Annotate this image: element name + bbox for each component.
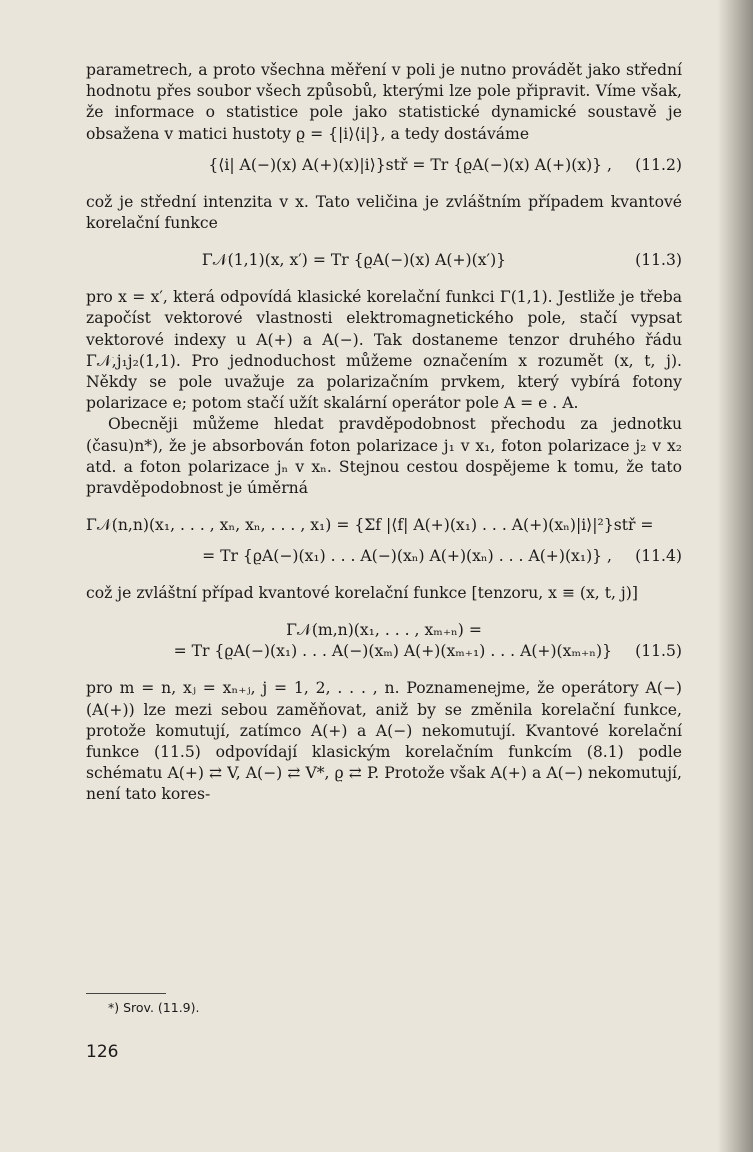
equation-11-4-line-1 xyxy=(86,515,682,536)
footnote-rule xyxy=(86,993,166,994)
equation-11-4-body-2: = Tr {ϱA(−)(x₁) . . . A(−)(xₙ) A(+)(xₙ) . . . A(+)(x₁)} , xyxy=(202,547,612,566)
equation-11-2-number: (11.2) xyxy=(635,155,682,174)
paragraph-6: pro m = n, xⱼ = xₙ₊ⱼ, j = 1, 2, . . . , n. Poznamenejme, že operátory A(−) (A(+)) lze mezi sebou zaměňovat, aniž by se změnila korelační funkce, protože komutují, zatímco A(+) a A(−) nekomutují. Kvantové korelační funkce (11.5) odpovídají klasickým korelačním funkcím (8.1) podle schématu A(+) ⇄ V, A(−) ⇄ V*, ϱ ⇄ P. Protože však A(+) a A(−) nekomutují, není tato kores- xyxy=(86,679,682,804)
page-number: 126 xyxy=(86,1042,119,1062)
paragraph-5: což je zvláštní případ kvantové korelační funkce [tenzoru, x ≡ (x, t, j)] xyxy=(86,584,638,603)
equation-11-5-line-1 xyxy=(86,620,682,641)
equation-11-3-number: (11.3) xyxy=(635,251,682,270)
text-block xyxy=(86,60,682,806)
equation-11-5-number: (11.5) xyxy=(635,642,682,661)
paragraph-3: pro x = x′, která odpovídá klasické korelační funkci Γ(1,1). Jestliže je třeba započíst vektorové vlastnosti elektromagnetického pole, stačí vypsat vektorové indexy u A(+) a A(−). Tak dostaneme tenzor druhého řádu Γ𝒩,j₁j₂(1,1). Pro jednoduchost můžeme označením x rozumět (x, t, j). Někdy se pole uvažuje za polarizačním prvkem, který vybírá fotony polarizace e; potom stačí užít skalární operátor pole A = e . A. xyxy=(86,288,682,413)
equation-11-4-body-1: Γ𝒩(n,n)(x₁, . . . , xₙ, xₙ, . . . , x₁) = {Σf |⟨f| A(+)(x₁) . . . A(+)(xₙ)|i⟩|²}stř = xyxy=(86,516,654,535)
paragraph-4: Obecněji můžeme hledat pravděpodobnost přechodu za jednotku (času)n*), že je absorbován foton polarizace j₁ v x₁, foton polarizace j₂ v x₂ atd. a foton polarizace jₙ v xₙ. Stejnou cestou dospějeme k tomu, že tato pravděpodobnost je úměrná xyxy=(86,415,682,498)
equation-11-5-body-2: = Tr {ϱA(−)(x₁) . . . A(−)(xₘ) A(+)(xₘ₊₁) . . . A(+)(xₘ₊ₙ)} xyxy=(173,642,612,661)
equation-11-2-body: {⟨i| A(−)(x) A(+)(x)|i⟩}stř = Tr {ϱA(−)(x) A(+)(x)} , xyxy=(208,155,612,174)
footnote: *) Srov. (11.9). xyxy=(108,1000,200,1015)
equation-11-3 xyxy=(86,250,682,271)
equation-11-3-body: Γ𝒩(1,1)(x, x′) = Tr {ϱA(−)(x) A(+)(x′)} xyxy=(201,251,507,270)
paragraph-2: což je střední intenzita v x. Tato veličina je zvláštním případem kvantové korelační funkce xyxy=(86,192,682,233)
equation-11-2 xyxy=(86,155,682,176)
equation-11-4-number: (11.4) xyxy=(635,547,682,566)
equation-11-5-body-1: Γ𝒩(m,n)(x₁, . . . , xₘ₊ₙ) = xyxy=(286,621,482,640)
paragraph-1: parametrech, a proto všechna měření v poli je nutno provádět jako střední hodnotu přes soubor všech způsobů, kterými lze pole připravit. Víme však, že informace o statistice pole jako statistické dynamické soustavě je obsažena v matici hustoty ϱ = {|i⟩⟨i|}, a tedy dostáváme xyxy=(86,61,682,143)
equation-11-5-line-2 xyxy=(86,641,682,662)
equation-11-4-line-2 xyxy=(86,546,682,567)
page-edge-shadow xyxy=(717,0,753,1152)
